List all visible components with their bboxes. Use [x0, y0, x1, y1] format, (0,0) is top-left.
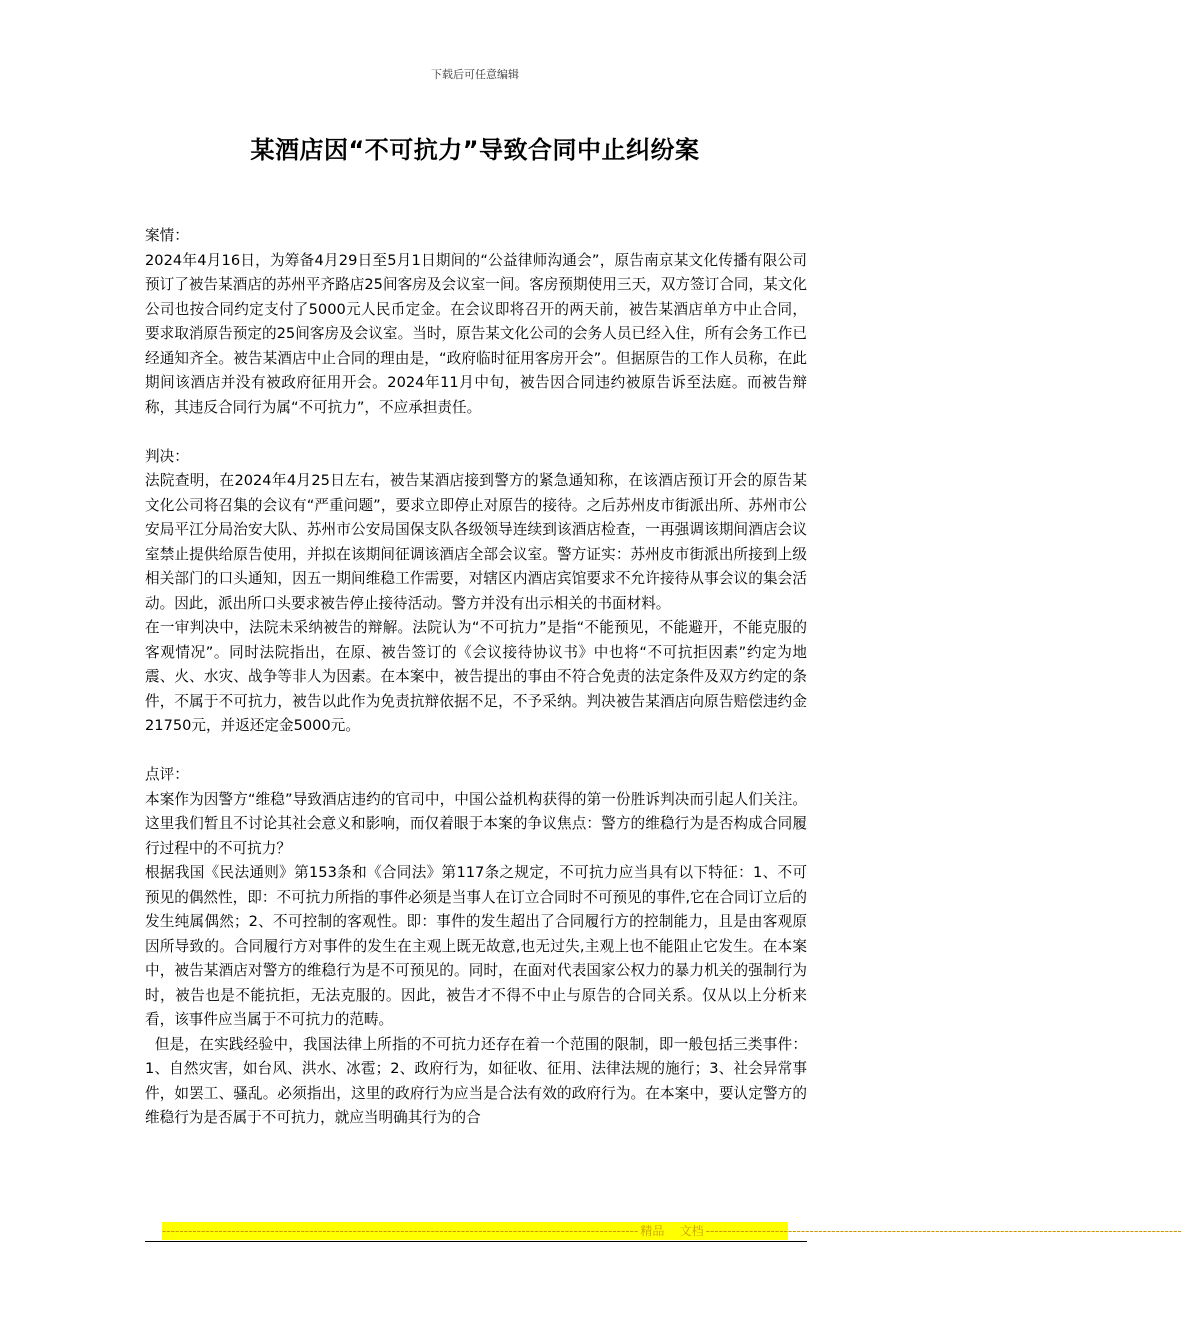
comment-section	[145, 763, 807, 1131]
section-spacer	[145, 739, 807, 764]
footer-dash-right: --------------------------------------------------------------------------------------------------------------	[705, 1224, 1182, 1238]
comment-paragraph: 本案作为因警方“维稳”导致酒店违约的官司中，中国公益机构获得的第一份胜诉判决而引起人们关注。这里我们暂且不讨论其社会意义和影响，而仅着眼于本案的争议焦点：警方的维稳行为是否构成合同履行过程中的不可抗力？	[145, 790, 807, 857]
footer-dash-left: --------------------------------------------------------------------------------------------------------------	[162, 1224, 639, 1238]
judgment-heading: 判决：	[145, 447, 189, 465]
section-spacer	[145, 420, 807, 445]
document-body	[145, 224, 807, 1131]
case-heading: 案情：	[145, 227, 189, 244]
case-paragraph: 2024年4月16日，为筹备4月29日至5月1日期间的“公益律师沟通会”，原告南京某文化传播有限公司预订了被告某酒店的苏州平齐路店25间客房及会议室一间。客房预期使用三天，双方签订合同，某文化公司也按合同约定支付了5000元人民币定金。在会议即将召开的两天前，被告某酒店单方中止合同，要求取消原告预定的25间客房及会议室。当时，原告某文化公司的会务人员已经入住，所有会务工作已经通知齐全。被告某酒店中止合同的理由是，“政府临时征用客房开会”。但据原告的工作人员称，在此期间该酒店并没有被政府征用开会。2024年11月中旬，被告因合同违约被原告诉至法庭。而被告辩称，其违反合同行为属“不可抗力”，不应承担责任。	[145, 251, 807, 416]
judgment-paragraph: 法院查明，在2024年4月25日左右，被告某酒店接到警方的紧急通知称，在该酒店预订开会的原告某文化公司将召集的会议有“严重问题”，要求立即停止对原告的接待。之后苏州皮市街派出所、苏州市公安局平江分局治安大队、苏州市公安局国保支队各级领导连续到该酒店检查，一再强调该期间酒店会议室禁止提供给原告使用，并拟在该期间征调该酒店全部会议室。警方证实：苏州皮市街派出所接到上级相关部门的口头通知，因五一期间维稳工作需要，对辖区内酒店宾馆要求不允许接待从事会议的集会活动。因此，派出所口头要求被告停止接待活动。警方并没有出示相关的书面材料。	[145, 472, 807, 612]
judgment-section	[145, 445, 807, 739]
footer-rule	[145, 1241, 807, 1242]
comment-paragraph: 根据我国《民法通则》第153条和《合同法》第117条之规定，不可抗力应当具有以下特征：1、不可预见的偶然性，即：不可抗力所指的事件必须是当事人在订立合同时不可预见的事件,它在合同订立后的发生纯属偶然；2、不可控制的客观性。即：事件的发生超出了合同履行方的控制能力，且是由客观原因所导致的。合同履行方对事件的发生在主观上既无故意,也无过失,主观上也不能阻止它发生。在本案中，被告某酒店对警方的维稳行为是不可预见的。同时，在面对代表国家公权力的暴力机关的强制行为时，被告也是不能抗拒，无法克服的。因此，被告才不得不中止与原告的合同关系。仅从以上分析来看，该事件应当属于不可抗力的范畴。	[145, 864, 807, 1028]
comment-heading: 点评：	[145, 766, 189, 783]
footer-banner	[162, 1222, 1182, 1240]
comment-paragraph: 但是，在实践经验中，我国法律上所指的不可抗力还存在着一个范围的限制，即一般包括三类事件：1、自然灾害，如台风、洪水、冰雹；2、政府行为，如征收、征用、法律法规的施行；3、社会异常事件，如罢工、骚乱。必须指出，这里的政府行为应当是合法有效的政府行为。在本案中，要认定警方的维稳行为是否属于不可抗力，就应当明确其行为的合	[145, 1035, 807, 1126]
page-header-note: 下载后可任意编辑	[431, 68, 519, 81]
judgment-paragraph: 在一审判决中，法院未采纳被告的辩解。法院认为“不可抗力”是指“不能预见，不能避开，不能克服的客观情况”。同时法院指出，在原、被告签订的《会议接待协议书》中也将“不可抗拒因素”约定为地震、火、水灾、战争等非人为因素。在本案中，被告提出的事由不符合免责的法定条件及双方约定的条件，不属于不可抗力，被告以此作为免责抗辩依据不足，不予采纳。判决被告某酒店向原告赔偿违约金21750元，并返还定金5000元。	[145, 619, 807, 734]
document-title: 某酒店因“不可抗力”导致合同中止纠纷案	[250, 136, 700, 164]
case-section	[145, 224, 807, 420]
footer-label: 精品 文档	[640, 1224, 704, 1238]
